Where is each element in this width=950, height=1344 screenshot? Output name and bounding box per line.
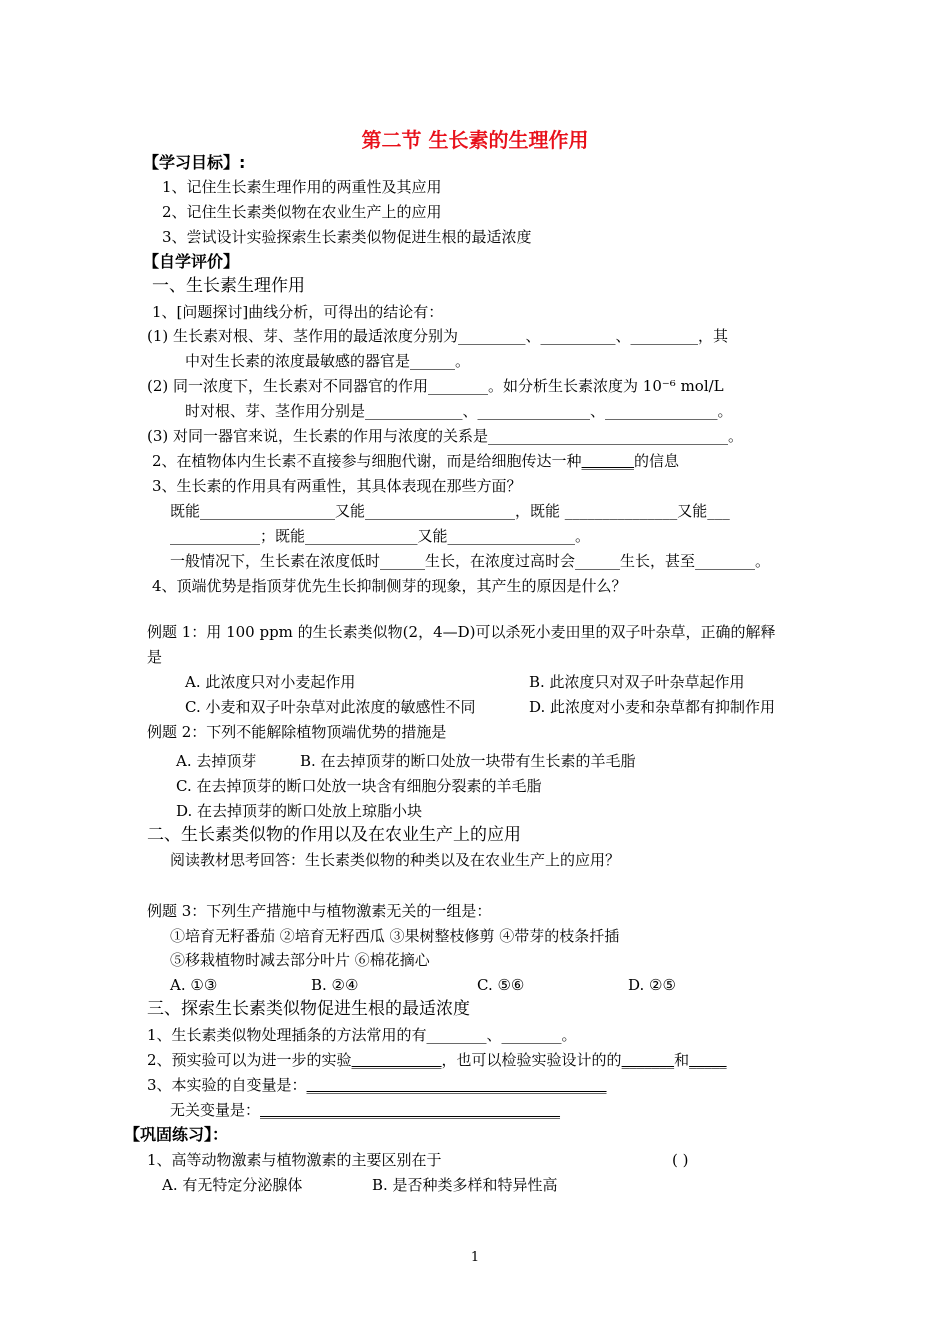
s3-q2 [147, 1050, 727, 1070]
s3-q1: 1、生长素类似物处理插条的方法常用的有________、________。 [147, 1026, 577, 1044]
s3-q2-blank-2: _______ [621, 1051, 675, 1069]
ex3-option-d: D. ②⑤ [628, 976, 676, 994]
p1-option-a: A. 有无特定分泌腺体 [162, 1176, 303, 1194]
ex2-option-d: D. 在去掉顶芽的断口处放上琼脂小块 [176, 802, 423, 820]
p1-option-b: B. 是否种类多样和特异性高 [372, 1176, 558, 1194]
practice-header: 【巩固练习】： [124, 1125, 229, 1144]
p1-stem: 1、高等动物激素与植物激素的主要区别在于 [147, 1151, 442, 1169]
s1-q4: 4、顶端优势是指顶芽优先生长抑制侧芽的现象，其产生的原因是什么？ [152, 577, 627, 595]
ex3-option-a: A. ①③ [170, 976, 218, 994]
ex1-stem-1: 例题 1：用 100 ppm 的生长素类似物(2，4—D)可以杀死小麦田里的双子叶杂草，正确的解释 [147, 623, 776, 641]
ex3-items-2: ⑤移栽植物时减去部分叶片 ⑥棉花摘心 [170, 951, 430, 969]
s1-q3-line2: ____________；既能_______________又能_________________。 [170, 527, 591, 545]
s1-q3-line1: 既能__________________又能____________________，既能 _______________又能___ [170, 502, 730, 520]
ex3-option-c: C. ⑤⑥ [477, 976, 525, 994]
page-title: 第二节 生长素的生理作用 [361, 128, 589, 152]
ex1-stem-2: 是 [147, 648, 163, 666]
goal-1: 1、记住生长素生理作用的两重性及其应用 [162, 178, 442, 196]
s1-q2 [152, 451, 679, 471]
ex3-stem: 例题 3：下列生产措施中与植物激素无关的一组是： [147, 902, 492, 920]
s1-q1-1b: 中对生长素的浓度最敏感的器官是______。 [185, 352, 471, 370]
s3-q3b [170, 1100, 560, 1120]
self-eval-header: 【自学评价】 [143, 252, 240, 271]
s3-q3-text: 3、本实验的自变量是： [147, 1076, 307, 1094]
s3-q3b-blank: ________________________________________ [260, 1101, 561, 1119]
p1-answer-paren: ( ) [672, 1151, 689, 1169]
s1-q3-line3: 一般情况下，生长素在浓度低时______生长，在浓度过高时会______生长，甚至________。 [170, 552, 771, 570]
ex2-option-a: A. 去掉顶芽 [176, 752, 257, 770]
s3-q2-blank-1: ____________ [351, 1051, 442, 1069]
s1-q1-2b: 时对根、芽、茎作用分别是_____________、_______________、_______________。 [185, 402, 733, 420]
ex1-option-c: C. 小麦和双子叶杂草对此浓度的敏感性不同 [185, 698, 476, 716]
ex3-items-1: ①培育无籽番茄 ②培育无籽西瓜 ③果树整枝修剪 ④带芽的枝条扦插 [170, 927, 620, 945]
s3-q3b-text: 无关变量是： [170, 1101, 261, 1119]
s2-question: 阅读教材思考回答：生长素类似物的种类以及在农业生产上的应用？ [170, 851, 621, 869]
s3-q2-text: 2、预实验可以为进一步的实验 [147, 1051, 352, 1069]
s1-q1: 1、[问题探讨]曲线分析，可得出的结论有： [152, 303, 444, 321]
s3-q2-blank-3: _____ [689, 1051, 727, 1069]
goals-header: 【学习目标】: [143, 153, 246, 172]
s3-q2-and: 和 [674, 1051, 690, 1069]
s3-q2-mid: ，也可以检验实验设计的的 [441, 1051, 622, 1069]
s1-q2-blank: _______ [581, 452, 635, 470]
page-number: 1 [470, 1250, 480, 1265]
ex3-option-b: B. ②④ [311, 976, 359, 994]
section-1-heading: 一、生长素生理作用 [152, 276, 305, 296]
s1-q1-3: (3) 对同一器官来说，生长素的作用与浓度的关系是________________________________。 [147, 427, 744, 445]
goal-3: 3、尝试设计实验探索生长素类似物促进生根的最适浓度 [162, 228, 532, 246]
ex1-option-d: D. 此浓度对小麦和杂草都有抑制作用 [529, 698, 776, 716]
s1-q1-2a: (2) 同一浓度下，生长素对不同器官的作用________。如分析生长素浓度为 10⁻⁶ mol/L [147, 377, 724, 395]
ex1-option-a: A. 此浓度只对小麦起作用 [185, 673, 356, 691]
ex2-option-b: B. 在去掉顶芽的断口处放一块带有生长素的羊毛脂 [300, 752, 636, 770]
ex1-option-b: B. 此浓度只对双子叶杂草起作用 [529, 673, 745, 691]
section-3-heading: 三、探索生长素类似物促进生根的最适浓度 [147, 999, 470, 1019]
s1-q3: 3、生长素的作用具有两重性，其具体表现在那些方面？ [152, 477, 522, 495]
s3-q3 [147, 1075, 607, 1095]
ex2-stem: 例题 2：下列不能解除植物顶端优势的措施是 [147, 723, 447, 741]
ex2-option-c: C. 在去掉顶芽的断口处放一块含有细胞分裂素的羊毛脂 [176, 777, 542, 795]
s1-q2-text: 2、在植物体内生长素不直接参与细胞代谢，而是给细胞传达一种 [152, 452, 582, 470]
s3-q3-blank: ________________________________________ [306, 1076, 607, 1094]
goal-2: 2、记住生长素类似物在农业生产上的应用 [162, 203, 442, 221]
s1-q1-1a: (1) 生长素对根、芽、茎作用的最适浓度分别为_________、__________、_________，其 [147, 327, 729, 345]
s1-q2-tail: 的信息 [634, 452, 680, 470]
section-2-heading: 二、生长素类似物的作用以及在农业生产上的应用 [147, 825, 521, 845]
